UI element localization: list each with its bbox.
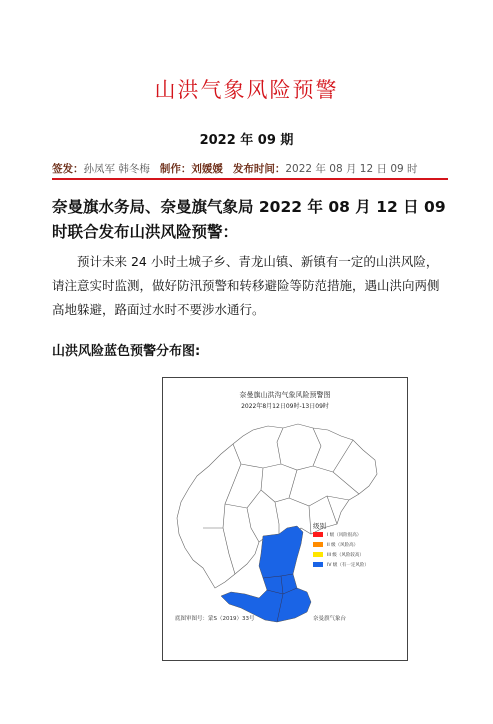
signer-names: 孙凤军 韩冬梅 <box>83 163 150 175</box>
signature-row <box>52 161 418 176</box>
maker-label: 制作： <box>159 163 192 175</box>
publish-time-label: 发布时间： <box>232 163 286 175</box>
legend-swatch-level-2 <box>313 542 323 547</box>
document-title: 山洪气象风险预警 <box>154 78 339 102</box>
legend-swatch-level-1 <box>313 532 323 537</box>
warning-body: 预计未来 24 小时土城子乡、青龙山镇、新镇有一定的山洪风险，请注意实时监测，做好防汛预警和转移避险等防范措施，遇山洪向两侧高地躲避，路面过水时不要涉水通行。 <box>52 254 440 317</box>
map-heading: 山洪风险蓝色预警分布图: <box>52 344 201 359</box>
issue-number: 2022 年 09 期 <box>199 133 294 148</box>
maker-name: 刘媛媛 <box>191 163 223 175</box>
map-legend <box>313 532 403 572</box>
map-issuer: 奈曼旗气象台 <box>313 616 347 622</box>
risk-map-figure <box>162 377 408 661</box>
map-subtitle: 2022年8月12日09时-13日09时 <box>241 403 329 410</box>
legend-swatch-level-4 <box>313 562 323 567</box>
legend-label-level-1: I 级（风险很高） <box>327 533 362 538</box>
legend-title: 级别 <box>313 522 326 530</box>
legend-swatch-level-3 <box>313 552 323 557</box>
map-review-number: 底图审图号：蒙S（2019）33号 <box>175 616 255 622</box>
header-divider <box>52 178 448 180</box>
legend-label-level-2: II 级（风险高） <box>327 543 359 548</box>
publish-time-value: 2022 年 08 月 12 日 09 时 <box>285 163 418 175</box>
signer-label: 签发： <box>52 163 84 175</box>
legend-label-level-4: IV 级（有一定风险） <box>327 563 369 568</box>
map-title: 奈曼旗山洪沟气象风险预警图 <box>239 391 331 399</box>
legend-label-level-3: III 级（风险较高） <box>327 553 364 558</box>
warning-headline: 奈曼旗水务局、奈曼旗气象局 2022 年 08 月 12 日 09 时联合发布山洪风险预警： <box>52 198 446 241</box>
